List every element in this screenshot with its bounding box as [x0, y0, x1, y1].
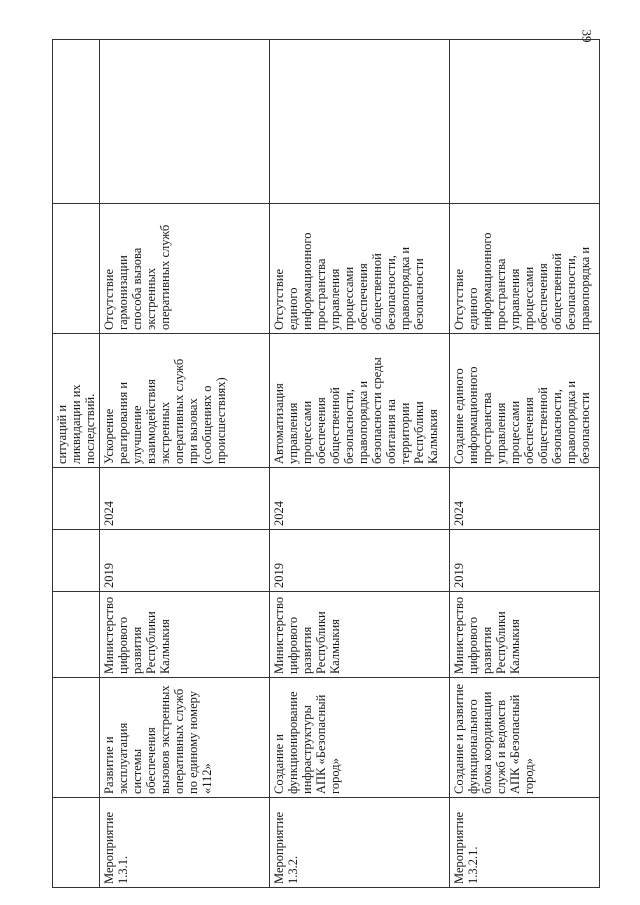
cell-start: [53, 530, 100, 592]
cell-name: Создание и функционирование инфраструктуры АПК «Безопасный город»: [270, 678, 450, 798]
page-number: 39: [579, 29, 595, 43]
table-row: [450, 40, 600, 888]
cell-effect: Ускорение реагирования и улучшение взаимодействия экстренных оперативных служб при вызовах (сообщениях о происшествиях): [100, 334, 270, 468]
cell-empty: [450, 40, 600, 204]
cell-end: 2024: [100, 468, 270, 530]
table-row: [270, 40, 450, 888]
cell-name: Создание и развитие функционального блока координации служб и ведомств АПК «Безопасный город»: [450, 678, 600, 798]
cell-executor: Министерство цифрового развития Республики Калмыкия: [100, 592, 270, 678]
cell-executor: [53, 592, 100, 678]
cell-empty: [100, 40, 270, 204]
cell-risk: [53, 204, 100, 334]
cell-empty: [270, 40, 450, 204]
cell-risk: Отсутствие гармонизации способа вызова экстренных оперативных служб: [100, 204, 270, 334]
cell-code: Мероприятие 1.3.1.: [100, 798, 270, 888]
cell-effect: ситуаций и ликвидации их последствий.: [53, 334, 100, 468]
cell-end: [53, 468, 100, 530]
cell-start: 2019: [270, 530, 450, 592]
cell-start: 2019: [100, 530, 270, 592]
cell-name: [53, 678, 100, 798]
cell-code: Мероприятие 1.3.2.: [270, 798, 450, 888]
cell-executor: Министерство цифрового развития Республики Калмыкия: [450, 592, 600, 678]
cell-risk: Отсутствие единого информационного пространства управления процессами обеспечения общественной безопасности, правопорядка и безопасности: [270, 204, 450, 334]
cell-end: 2024: [450, 468, 600, 530]
program-measures-table: [52, 39, 600, 888]
cell-effect: Создание единого информационного пространства управления процессами обеспечения общественной безопасности, правопорядка и безопасности: [450, 334, 600, 468]
cell-end: 2024: [270, 468, 450, 530]
cell-risk: Отсутствие единого информационного пространства управления процессами обеспечения общественной безопасности, правопорядка и: [450, 204, 600, 334]
cell-empty: [53, 40, 100, 204]
cell-name: Развитие и эксплуатация системы обеспечения вызовов экстренных оперативных служб по единому номеру «112»: [100, 678, 270, 798]
table-row: [100, 40, 270, 888]
table-row-top-fragment: [53, 40, 100, 888]
cell-code: Мероприятие 1.3.2.1.: [450, 798, 600, 888]
cell-effect: Автоматизация управления процессами обеспечения общественной безопасности, правопорядка и безопасности среды обитания на территории Республики Калмыкия: [270, 334, 450, 468]
rotated-table-sheet: [52, 40, 592, 888]
cell-code: [53, 798, 100, 888]
cell-executor: Министерство цифрового развития Республики Калмыкия: [270, 592, 450, 678]
cell-start: 2019: [450, 530, 600, 592]
